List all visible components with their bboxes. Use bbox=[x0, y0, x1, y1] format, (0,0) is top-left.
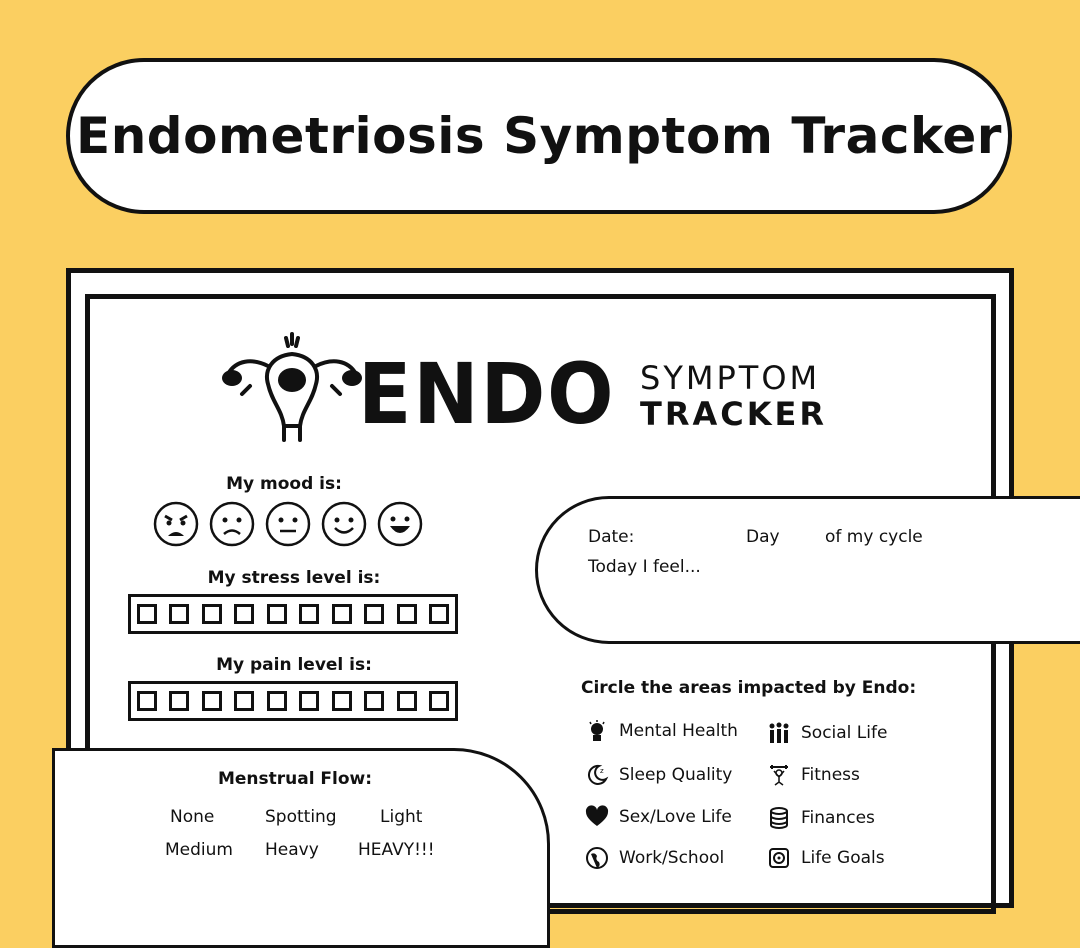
flow-option[interactable]: Spotting bbox=[265, 807, 337, 827]
uterus-logo-icon bbox=[222, 330, 362, 442]
globe-icon bbox=[585, 846, 609, 870]
people-icon bbox=[767, 721, 791, 745]
flow-option[interactable]: Medium bbox=[165, 840, 233, 860]
area-label: Finances bbox=[801, 808, 875, 828]
angry-face-icon[interactable] bbox=[152, 500, 200, 548]
scale-box[interactable] bbox=[397, 691, 417, 711]
scale-box[interactable] bbox=[202, 691, 222, 711]
scale-box[interactable] bbox=[137, 691, 157, 711]
scale-box[interactable] bbox=[267, 691, 287, 711]
scale-box[interactable] bbox=[234, 691, 254, 711]
flow-option[interactable]: None bbox=[170, 807, 215, 827]
area-sleep-quality[interactable] bbox=[585, 763, 732, 787]
area-life-goals[interactable] bbox=[767, 846, 885, 870]
scale-box[interactable] bbox=[267, 604, 287, 624]
scale-box[interactable] bbox=[202, 604, 222, 624]
scale-box[interactable] bbox=[169, 604, 189, 624]
mood-faces bbox=[152, 500, 424, 548]
svg-text:z: z bbox=[600, 767, 604, 775]
area-label: Sleep Quality bbox=[619, 765, 733, 785]
title-banner bbox=[66, 58, 1012, 214]
scale-box[interactable] bbox=[299, 691, 319, 711]
sad-face-icon[interactable] bbox=[208, 500, 256, 548]
scale-box[interactable] bbox=[364, 604, 384, 624]
coins-icon bbox=[767, 806, 791, 830]
cycle-label: of my cycle bbox=[825, 527, 923, 547]
scale-box[interactable] bbox=[332, 604, 352, 624]
flow-label: Menstrual Flow: bbox=[217, 769, 373, 789]
scale-box[interactable] bbox=[137, 604, 157, 624]
mood-label: My mood is: bbox=[226, 474, 342, 494]
happy-face-icon[interactable] bbox=[376, 500, 424, 548]
tracker-subtitle: TRACKER bbox=[640, 395, 828, 433]
pain-scale bbox=[128, 681, 458, 721]
scale-box[interactable] bbox=[234, 604, 254, 624]
area-label: Mental Health bbox=[619, 721, 738, 741]
flow-option[interactable]: Light bbox=[380, 807, 423, 827]
feel-label: Today I feel... bbox=[588, 557, 701, 577]
date-label: Date: bbox=[588, 527, 635, 547]
area-label: Fitness bbox=[801, 765, 860, 785]
pain-label: My pain level is: bbox=[216, 655, 372, 675]
area-work-school[interactable] bbox=[585, 846, 724, 870]
stress-label: My stress level is: bbox=[207, 568, 381, 588]
scale-box[interactable] bbox=[397, 604, 417, 624]
area-label: Sex/Love Life bbox=[619, 807, 732, 827]
scale-box[interactable] bbox=[429, 604, 449, 624]
target-icon bbox=[767, 846, 791, 870]
area-fitness[interactable] bbox=[767, 763, 860, 787]
area-finances[interactable] bbox=[767, 806, 875, 830]
scale-box[interactable] bbox=[364, 691, 384, 711]
area-sex-love-life[interactable] bbox=[585, 805, 732, 829]
scale-box[interactable] bbox=[169, 691, 189, 711]
flow-option[interactable]: HEAVY!!! bbox=[358, 840, 435, 860]
symptom-subtitle: SYMPTOM bbox=[640, 359, 821, 397]
day-label: Day bbox=[746, 527, 780, 547]
scale-box[interactable] bbox=[429, 691, 449, 711]
stress-scale bbox=[128, 594, 458, 634]
area-mental-health[interactable] bbox=[585, 719, 738, 743]
moon-icon bbox=[585, 763, 609, 787]
scale-box[interactable] bbox=[332, 691, 352, 711]
area-social-life[interactable] bbox=[767, 721, 887, 745]
area-label: Social Life bbox=[801, 723, 888, 743]
area-label: Life Goals bbox=[801, 848, 885, 868]
area-label: Work/School bbox=[619, 848, 725, 868]
dumbbell-icon bbox=[767, 763, 791, 787]
smile-face-icon[interactable] bbox=[320, 500, 368, 548]
areas-title: Circle the areas impacted by Endo: bbox=[581, 678, 917, 698]
endo-wordmark: ENDO bbox=[358, 345, 616, 443]
banner-title: Endometriosis Symptom Tracker bbox=[76, 107, 1002, 165]
scale-box[interactable] bbox=[299, 604, 319, 624]
head-icon bbox=[585, 719, 609, 743]
neutral-face-icon[interactable] bbox=[264, 500, 312, 548]
flow-option[interactable]: Heavy bbox=[265, 840, 319, 860]
heart-icon bbox=[585, 805, 609, 829]
journal-card bbox=[535, 496, 1080, 644]
flow-card bbox=[52, 748, 550, 948]
